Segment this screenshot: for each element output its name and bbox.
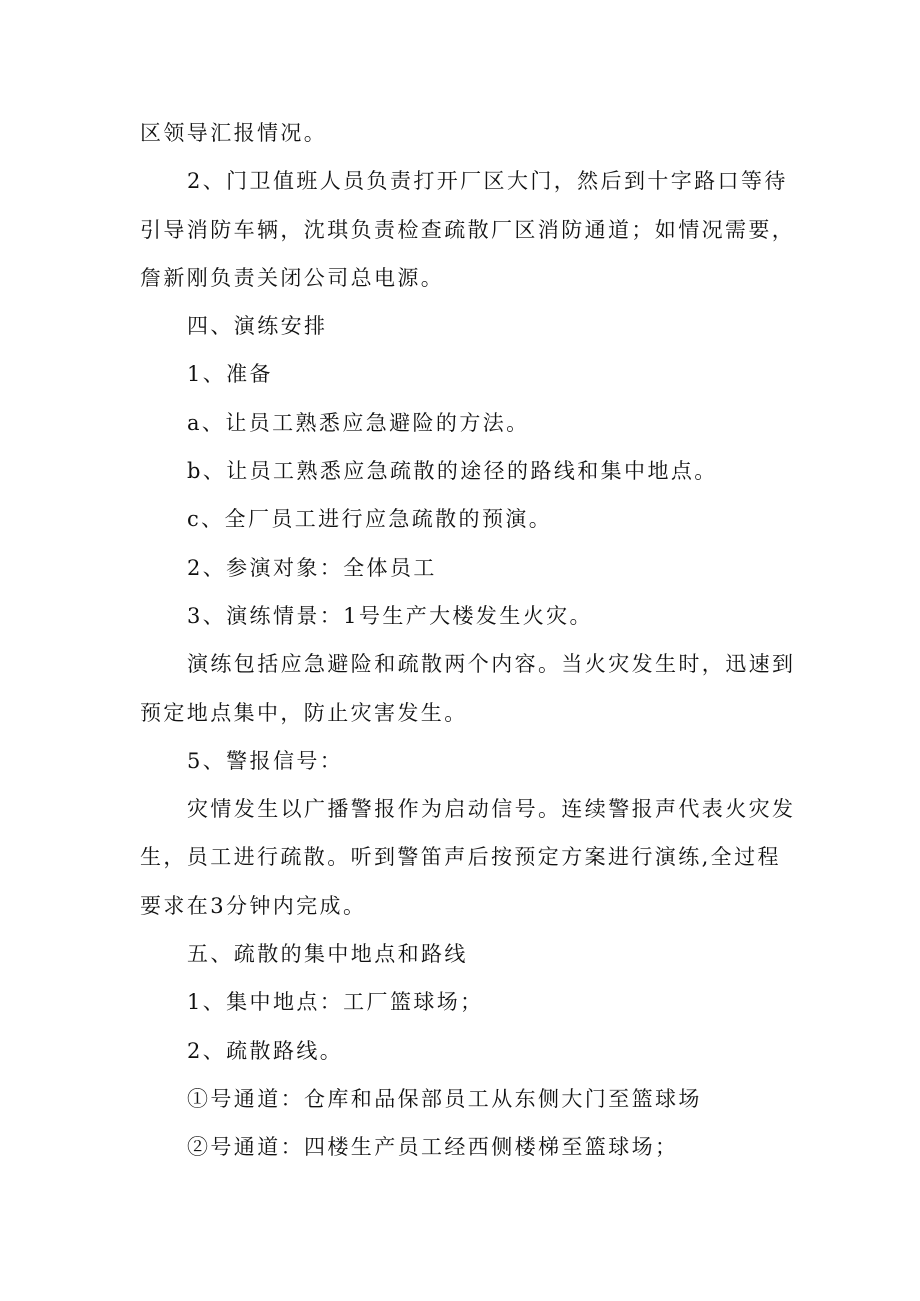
text-line: 2、疏散路线。 <box>187 1038 344 1063</box>
text-line: 演练包括应急避险和疏散两个内容。当火灾发生时，迅速到 <box>187 652 796 677</box>
text-line: 1、集中地点：工厂篮球场； <box>187 990 484 1015</box>
text-line: b、让员工熟悉应急疏散的途径的路线和集中地点。 <box>187 459 718 484</box>
text-line: 生，员工进行疏散。听到警笛声后按预定方案进行演练,全过程 <box>140 845 781 870</box>
text-line: a、让员工熟悉应急避险的方法。 <box>187 410 530 435</box>
document-body <box>140 109 800 1172</box>
text-line: ①号通道：仓库和品保部员工从东侧大门至篮球场 <box>187 1086 702 1111</box>
section-heading: 四、演练安排 <box>187 314 328 339</box>
text-line: 詹新刚负责关闭公司总电源。 <box>140 265 445 290</box>
text-line: 2、门卫值班人员负责打开厂区大门，然后到十字路口等待 <box>187 169 788 194</box>
text-line: 3、演练情景：1号生产大楼发生火灾。 <box>187 603 593 628</box>
text-line: 要求在3分钟内完成。 <box>140 893 367 918</box>
text-line: 区领导汇报情况。 <box>140 121 328 145</box>
text-line: 灾情发生以广播警报作为启动信号。连续警报声代表火灾发 <box>187 797 796 822</box>
text-line: 2、参演对象：全体员工 <box>187 555 437 580</box>
section-heading: 五、疏散的集中地点和路线 <box>187 942 468 967</box>
text-line: 1、准备 <box>187 362 273 387</box>
text-line: 引导消防车辆，沈琪负责检查疏散厂区消防通道；如情况需要， <box>140 217 796 242</box>
text-line: 5、警报信号： <box>187 748 344 773</box>
text-line: c、全厂员工进行应急疏散的预演。 <box>187 507 553 532</box>
text-line: 预定地点集中，防止灾害发生。 <box>140 700 468 725</box>
text-line: ②号通道：四楼生产员工经西侧楼梯至篮球场； <box>187 1135 679 1160</box>
